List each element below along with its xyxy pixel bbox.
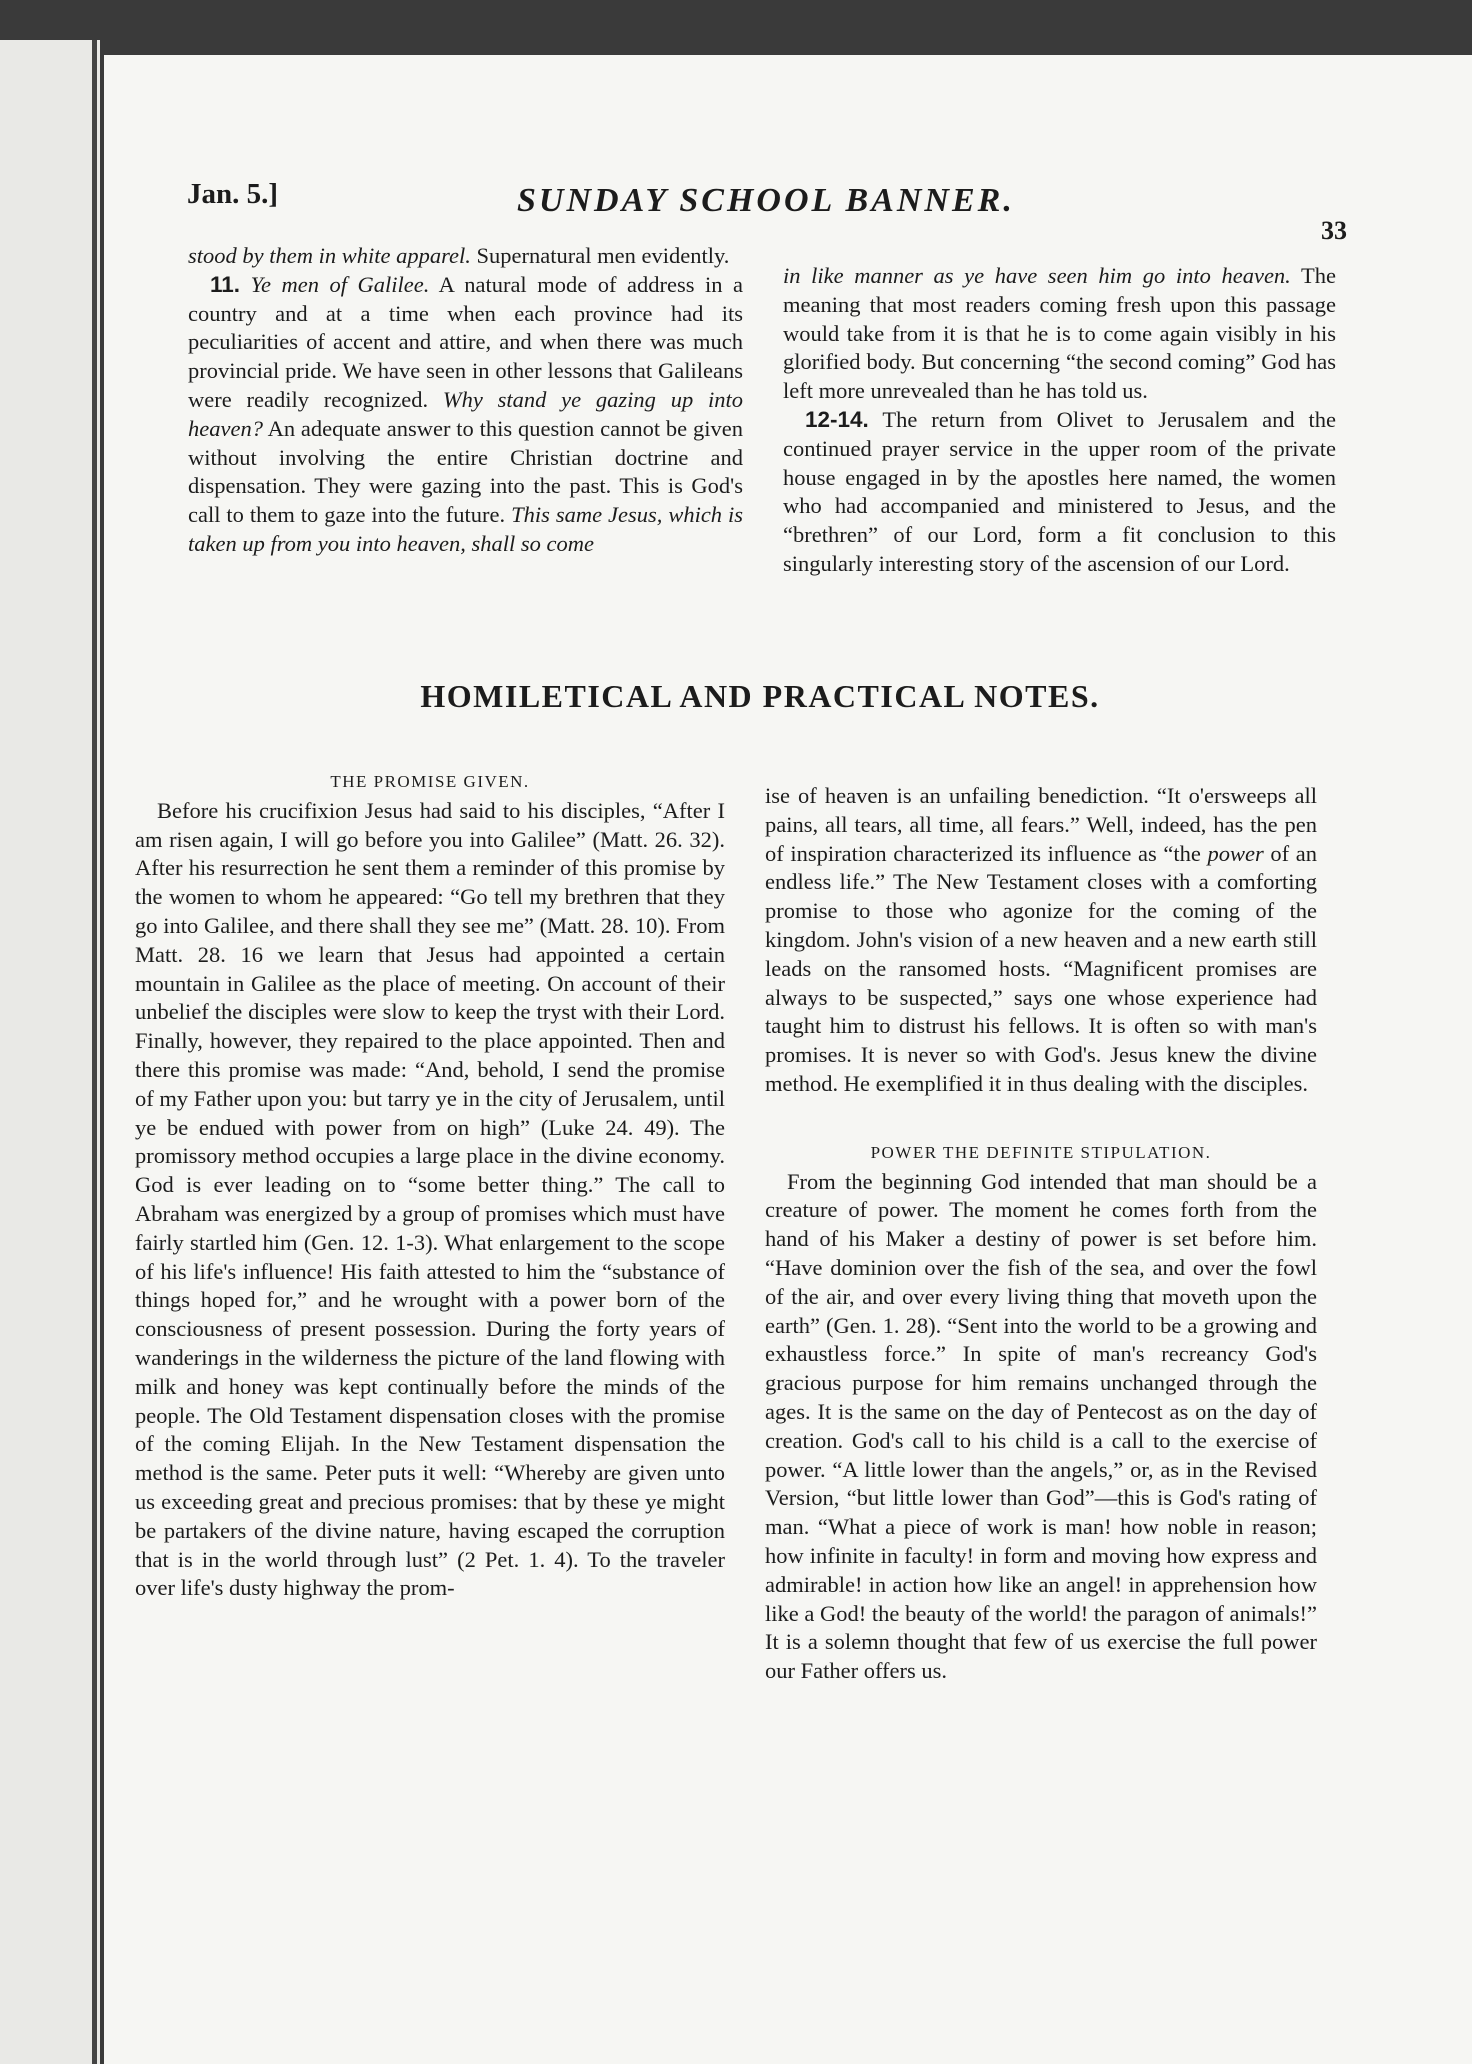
notes-right-column: [765, 782, 1317, 1686]
notes-paragraph: Before his crucifixion Jesus had said to his disciples, “After I am risen again, I will go before you into Galilee” (Matt. 26. 32). After his resurrection he sent them a reminder of this promise by the women to whom he appeared: “Go tell my brethren that they go into Galilee, and there shall they see me” (Matt. 28. 10). From Matt. 28. 16 we learn that Jesus had appointed a certain mountain in Galilee as the place of meeting. On account of their unbelief the disciples were slow to keep the tryst with their Lord. Finally, however, they repaired to the place appointed. Then and there this promise was made: “And, behold, I send the promise of my Father upon you: but tarry ye in the city of Jerusalem, until ye be endued with power from on high” (Luke 24. 49). The promissory method occupies a large place in the divine economy. God is ever leading on to “some better thing.” The call to Abraham was energized by a group of promises which must have fairly startled him (Gen. 12. 1-3). What enlargement to the scope of his life's influence! His faith attested to him the “substance of things hoped for,” and he wrought with a power born of the consciousness of present possession. During the forty years of wanderings in the wilderness the picture of the land flowing with milk and honey was kept continually before the minds of the people. The Old Testament dispensation closes with the promise of the coming Elijah. In the New Testament dispensation the method is the same. Peter puts it well: “Whereby are given unto us exceeding great and precious promises: that by these ye might be partakers of the divine nature, having escaped the corruption that is in the world through lust” (2 Pet. 1. 4). To the traveler over life's dusty highway the prom-: [135, 797, 725, 1601]
header-date: Jan. 5.]: [187, 178, 279, 210]
page-number: 33: [1321, 216, 1347, 245]
previous-page-edge: [0, 40, 100, 2064]
subheading-promise-given: THE PROMISE GIVEN.: [330, 772, 530, 791]
commentary-right-column: [783, 262, 1336, 579]
commentary-left-column: [188, 242, 743, 559]
commentary-paragraph: 12-14. The return from Olivet to Jerusalem and the continued prayer service in the upper room of the private house engaged in by the apostles here named, the women who had accompanied and ministered to Jesus, and the “brethren” of our Lord, form a fit conclusion to this singularly interesting story of the ascension of our Lord.: [783, 406, 1336, 576]
section-title: HOMILETICAL AND PRACTICAL NOTES.: [420, 678, 1100, 714]
subheading-power-definite-stipulation: POWER THE DEFINITE STIPULATION.: [870, 1142, 1212, 1162]
commentary-paragraph: in like manner as ye have seen him go into heaven. The meaning that most readers coming fresh upon this passage would take from it is that he is to come again visibly in his glorified body. But concerning “the second coming” God has left more unrevealed than he has told us.: [783, 263, 1336, 404]
notes-paragraph: From the beginning God intended that man should be a creature of power. The moment he comes forth from the hand of his Maker a destiny of power is set before him. “Have dominion over the fish of the sea, and over the fowl of the air, and over every living thing that moveth upon the earth” (Gen. 1. 28). “Sent into the world to be a growing and exhaustless force.” In spite of man's recreancy God's gracious purpose for him remains unchanged through the ages. It is the same on the day of Pentecost as on the day of creation. God's call to his child is a call to the exercise of power. “A little lower than the angels,” or, as in the Revised Version, “but little lower than God”—this is God's rating of man. “What a piece of work is man! how noble in reason; how infinite in faculty! in form and moving how express and admirable! in action how like an angel! in apprehension how like a God! the beauty of the world! the paragon of animals!” It is a solemn thought that few of us exercise the full power our Father offers us.: [765, 1168, 1317, 1684]
commentary-paragraph: 11. Ye men of Galilee. A natural mode of address in a country and at a time when each province had its peculiarities of accent and attire, and when there was much provincial pride. We have seen in other lessons that Galileans were readily recognized. Why stand ye gazing up into heaven? An adequate answer to this question cannot be given without involving the entire Christian doctrine and dispensation. They were gazing into the past. This is God's call to them to gaze into the future. This same Jesus, which is taken up from you into heaven, shall so come: [188, 271, 744, 556]
notes-left-column: [135, 768, 725, 1603]
notes-paragraph: ise of heaven is an unfailing benediction. “It o'ersweeps all pains, all tears, all time, all fears.” Well, indeed, has the pen of inspiration characterized its influence as “the power of an endless life.” The New Testament closes with a comforting promise to those who agonize for the coming of the kingdom. John's vision of a new heaven and a new earth still leads on the ransomed hosts. “Magnificent promises are always to be suspected,” says one whose experience had taught him to distrust his fellows. It is often so with man's promises. It is never so with God's. Jesus knew the divine method. He exemplified it in thus dealing with the disciples.: [765, 783, 1317, 1096]
page-header: [187, 170, 1347, 245]
header-title: SUNDAY SCHOOL BANNER.: [517, 182, 1015, 219]
commentary-paragraph: stood by them in white apparel. Supernatural men evidently.: [188, 243, 730, 268]
